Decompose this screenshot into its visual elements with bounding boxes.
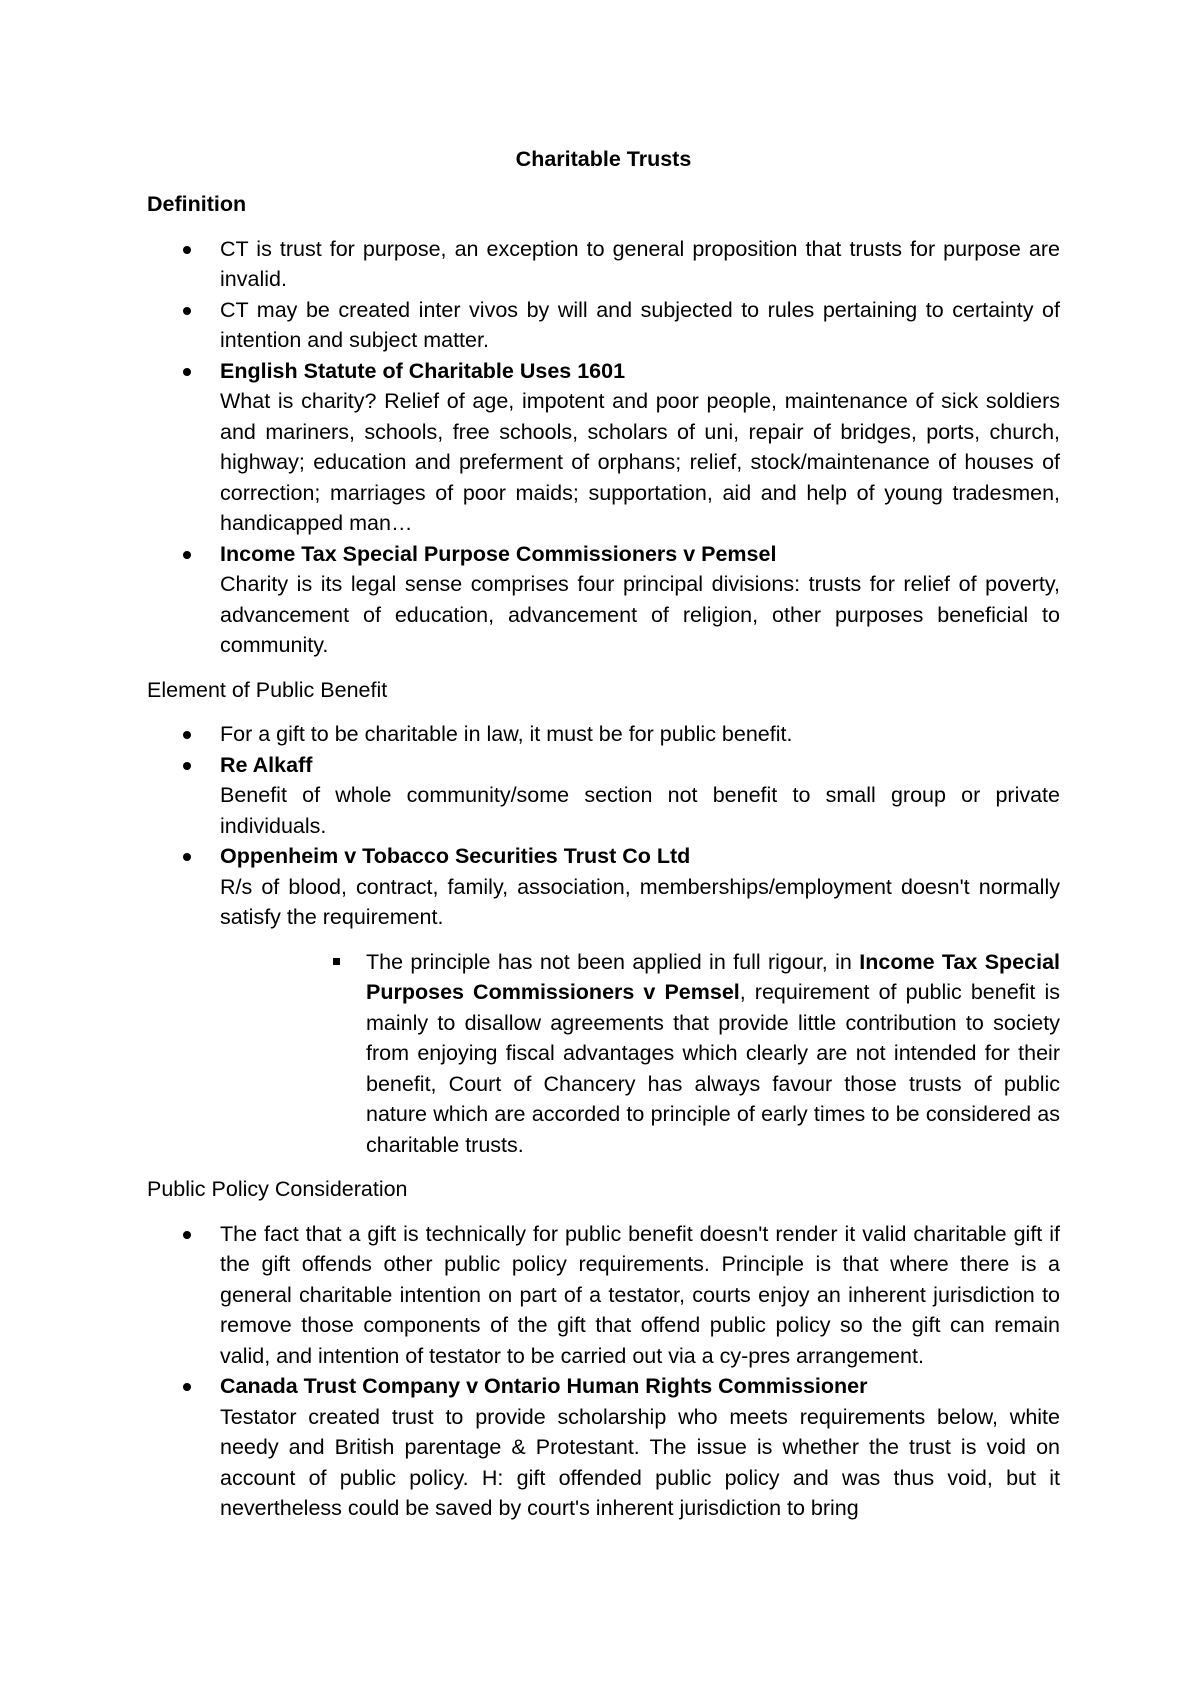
- case-title: English Statute of Charitable Uses 1601: [220, 358, 626, 383]
- bullet-icon: [183, 246, 191, 254]
- sub-item-text-post: , requirement of public benefit is mainly to disallow agreements that provide little contribution to society from enjoying fiscal advantages which clearly are not intended for their benefit, Court of Chancery has always favour those trusts of public nature which are accorded to principle of early times to be considered as charitable trusts.: [366, 980, 1061, 1157]
- bullet-icon: [183, 307, 191, 315]
- bullet-icon: [183, 368, 191, 376]
- square-bullet-icon: [333, 958, 340, 965]
- heading-definition: Definition: [147, 192, 247, 216]
- bullet-icon: [183, 1383, 191, 1391]
- list-item-text: What is charity? Relief of age, impotent and poor people, maintenance of sick soldiers and mariners, schools, free schools, scholars of uni, repair of bridges, ports, church, highway; education and preferment of orphans; relief, stock/maintenance of houses of correction; marriages of poor maids; supportation, aid and help of young tradesmen, handicapped man…: [220, 389, 1060, 535]
- list-item: [147, 841, 1060, 933]
- list-item: [147, 1219, 1060, 1372]
- list-item: [147, 356, 1060, 539]
- bullet-icon: [183, 1231, 191, 1239]
- sub-list-item: [147, 947, 1060, 1161]
- list-item: [147, 750, 1060, 842]
- list-item: [147, 295, 1060, 356]
- case-title: Canada Trust Company v Ontario Human Rights Commissioner: [220, 1374, 868, 1398]
- sub-item-text-pre: The principle has not been applied in full rigour, in: [366, 949, 860, 974]
- public-policy-list: [147, 1219, 1060, 1524]
- heading-public-benefit: Element of Public Benefit: [147, 677, 388, 702]
- list-item-text: The fact that a gift is technically for public benefit doesn't render it valid charitable gift if the gift offends other public policy requirements. Principle is that where there is a general charitable intention on part of a testator, courts enjoy an inherent jurisdiction to remove those components of the gift that offend public policy so the gift can remain valid, and intention of testator to be carried out via a cy-pres arrangement.: [220, 1221, 1060, 1368]
- case-title: Income Tax Special Purpose Commissioners v Pemsel: [220, 541, 777, 566]
- list-item-text: Charity is its legal sense comprises four principal divisions: trusts for relief of poverty, advancement of education, advancement of religion, other purposes beneficial to community.: [220, 572, 1060, 657]
- heading-public-policy: Public Policy Consideration: [147, 1177, 408, 1201]
- public-benefit-list: [147, 719, 1060, 933]
- list-item-text: CT may be created inter vivos by will and subjected to rules pertaining to certainty of intention and subject matter.: [220, 297, 1060, 352]
- bullet-icon: [183, 762, 191, 770]
- definition-list: [147, 234, 1060, 661]
- list-item: [147, 1371, 1060, 1524]
- bullet-icon: [183, 731, 191, 739]
- case-title: Oppenheim v Tobacco Securities Trust Co Ltd: [220, 844, 691, 868]
- document-title: Charitable Trusts: [515, 147, 692, 171]
- bullet-icon: [183, 853, 191, 861]
- list-item-text: Benefit of whole community/some section not benefit to small group or private individuals.: [220, 783, 1060, 838]
- list-item-text: CT is trust for purpose, an exception to general proposition that trusts for purpose are invalid.: [220, 236, 1060, 291]
- document-body: [147, 143, 1060, 1538]
- list-item: [147, 539, 1060, 661]
- sub-item-case: Income Tax Special Purposes Commissioners v Pemsel: [366, 949, 1061, 1004]
- list-item: [147, 234, 1060, 295]
- list-item: [147, 719, 1060, 750]
- list-item-text: R/s of blood, contract, family, association, memberships/employment doesn't normally satisfy the requirement.: [220, 874, 1060, 929]
- case-title: Re Alkaff: [220, 752, 313, 777]
- list-item-text: Testator created trust to provide scholarship who meets requirements below, white needy and British parentage & Protestant. The issue is whether the trust is void on account of public policy. H: gift offended public policy and was thus void, but it nevertheless could be saved by court's inherent jurisdiction to bring: [220, 1404, 1060, 1520]
- bullet-icon: [183, 551, 191, 559]
- list-item-text: For a gift to be charitable in law, it must be for public benefit.: [220, 722, 793, 746]
